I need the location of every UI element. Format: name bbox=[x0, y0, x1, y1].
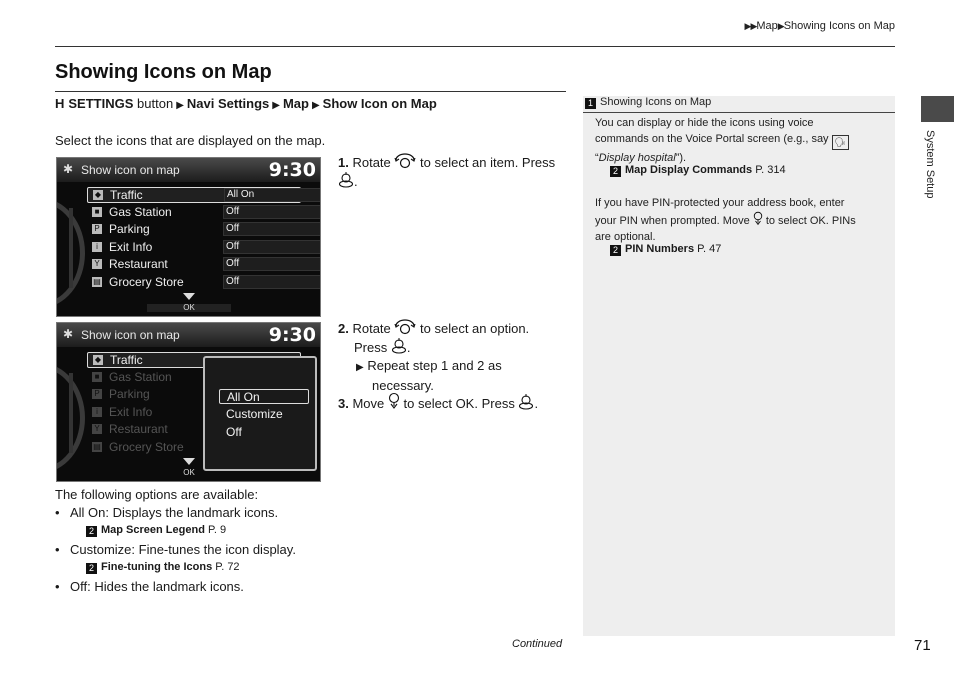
side-text-line: commands on the Voice Portal screen (e.g., say bbox=[595, 133, 829, 145]
list-item-grocery-store[interactable] bbox=[87, 275, 301, 291]
xref-title: Map Display Commands bbox=[625, 164, 753, 176]
press-knob-icon bbox=[518, 394, 534, 410]
list-item-traffic[interactable] bbox=[87, 187, 301, 203]
step-ok-word: OK bbox=[455, 396, 475, 411]
press-knob-icon bbox=[338, 172, 354, 188]
step-text: . bbox=[534, 396, 539, 411]
nav-map: Map bbox=[282, 96, 309, 111]
screen-title: Show icon on map bbox=[81, 163, 180, 177]
row-label: Grocery Store bbox=[109, 440, 184, 454]
traffic-icon: ◆ bbox=[94, 355, 102, 364]
voice-command-example: Display hospital bbox=[598, 152, 676, 164]
row-value: All On bbox=[224, 188, 321, 202]
row-label: Restaurant bbox=[109, 257, 168, 271]
xref-page: P. 314 bbox=[755, 164, 786, 176]
side-text-line: “ bbox=[595, 152, 599, 164]
side-text-line: . PINs bbox=[825, 215, 856, 227]
option-desc: : Fine-tunes the icon display. bbox=[131, 542, 296, 557]
restaurant-icon: Y bbox=[92, 259, 102, 269]
breadcrumb bbox=[745, 20, 895, 32]
option-customize[interactable]: Customize bbox=[226, 407, 283, 421]
side-text-line: are optional. bbox=[595, 231, 656, 243]
rotate-knob-icon bbox=[394, 153, 416, 169]
scrollbar[interactable] bbox=[69, 373, 73, 453]
option-name: All On bbox=[70, 505, 106, 520]
header-divider bbox=[55, 46, 895, 47]
row-label: Grocery Store bbox=[109, 275, 184, 289]
reference-arrow-icon: 2 bbox=[610, 245, 621, 256]
option-name: Off bbox=[70, 579, 88, 594]
traffic-icon: ◆ bbox=[94, 190, 102, 199]
scrollbar[interactable] bbox=[69, 208, 73, 288]
step-1 bbox=[338, 153, 555, 191]
option-item-customize bbox=[55, 542, 296, 557]
breadcrumb-map[interactable]: Map bbox=[756, 20, 778, 32]
talk-button-icon: 🗣 bbox=[832, 135, 849, 150]
step-text: to select bbox=[403, 396, 452, 411]
step-text: to select an option. bbox=[420, 321, 530, 336]
info-icon: i bbox=[92, 407, 102, 417]
page-title: Showing Icons on Map bbox=[55, 61, 272, 83]
rotate-knob-icon bbox=[394, 319, 416, 335]
move-knob-icon bbox=[753, 211, 763, 226]
step-text: Repeat step 1 and 2 as bbox=[367, 358, 502, 373]
option-desc: : Displays the landmark icons. bbox=[105, 505, 279, 520]
step-number: 1. bbox=[338, 155, 349, 170]
grocery-icon: ▤ bbox=[93, 277, 101, 286]
sub-arrow-icon: ▶ bbox=[356, 362, 364, 373]
xref-map-screen-legend[interactable] bbox=[86, 524, 226, 537]
nav-arrow-icon: ▶ bbox=[176, 100, 184, 111]
xref-fine-tuning-icons[interactable] bbox=[86, 561, 240, 574]
step-number: 3. bbox=[338, 396, 349, 411]
chapter-label: System Setup bbox=[924, 130, 936, 199]
screen-title: Show icon on map bbox=[81, 328, 180, 342]
screenshot-option-popup bbox=[56, 322, 321, 482]
breadcrumb-current: Showing Icons on Map bbox=[783, 20, 895, 32]
row-value: Off bbox=[223, 275, 321, 289]
note-icon: 1 bbox=[585, 98, 596, 109]
list-item-parking[interactable] bbox=[87, 222, 301, 238]
reference-arrow-icon: 2 bbox=[86, 526, 97, 537]
row-label: Traffic bbox=[110, 353, 143, 367]
move-knob-icon bbox=[388, 392, 400, 410]
side-ok-word: OK bbox=[809, 215, 826, 227]
continued-label: Continued bbox=[512, 638, 563, 650]
page-number: 71 bbox=[914, 637, 931, 654]
option-item-all-on bbox=[55, 505, 278, 520]
breadcrumb-arrow: ▶ bbox=[777, 21, 784, 31]
row-value: Off bbox=[223, 205, 321, 219]
step-text: Move bbox=[352, 396, 385, 411]
xref-pin-numbers[interactable] bbox=[610, 243, 721, 256]
list-item-restaurant[interactable] bbox=[87, 257, 301, 273]
step-text: . bbox=[406, 340, 411, 355]
press-knob-icon bbox=[391, 338, 407, 354]
xref-page: P. 9 bbox=[207, 524, 227, 536]
home-icon: H bbox=[55, 96, 65, 111]
nav-navi-settings: Navi Settings bbox=[186, 96, 270, 111]
row-value: Off bbox=[223, 257, 321, 271]
options-intro: The following options are available: bbox=[55, 487, 259, 502]
side-text-line: your PIN when prompted. Move bbox=[595, 215, 750, 227]
option-name: Customize bbox=[70, 542, 132, 557]
side-heading bbox=[585, 96, 711, 109]
list-item-exit-info[interactable] bbox=[87, 240, 301, 256]
bullet: • bbox=[55, 505, 60, 520]
ok-button[interactable]: OK bbox=[169, 299, 209, 313]
row-label: Gas Station bbox=[109, 205, 172, 219]
chapter-tab[interactable] bbox=[921, 96, 954, 122]
step-text: Press bbox=[354, 340, 388, 355]
parking-icon: P bbox=[92, 224, 102, 234]
list-item-gas-station[interactable] bbox=[87, 205, 301, 221]
step-number: 2. bbox=[338, 321, 349, 336]
row-label: Exit Info bbox=[109, 405, 153, 419]
option-all-on[interactable]: All On bbox=[219, 389, 309, 404]
step-text: Rotate bbox=[352, 321, 391, 336]
step-text: necessary. bbox=[372, 378, 434, 393]
option-off[interactable]: Off bbox=[226, 425, 242, 439]
step-text: . bbox=[354, 174, 358, 189]
nav-show-icon-on-map: Show Icon on Map bbox=[322, 96, 437, 111]
row-label: Parking bbox=[109, 222, 150, 236]
breadcrumb-arrows: ▶▶ bbox=[744, 21, 757, 31]
side-text-line: If you have PIN-protected your address book, enter bbox=[595, 197, 845, 209]
gear-icon: ✱ bbox=[63, 327, 74, 341]
side-text-line: ”). bbox=[675, 152, 687, 164]
gear-icon: ✱ bbox=[63, 162, 74, 176]
step-2 bbox=[338, 319, 529, 395]
side-divider bbox=[583, 112, 895, 113]
reference-arrow-icon: 2 bbox=[86, 563, 97, 574]
step-text: . Press bbox=[474, 396, 515, 411]
step-3 bbox=[338, 392, 538, 413]
screen-header bbox=[57, 323, 320, 347]
side-notes bbox=[583, 96, 895, 636]
nav-button-word: button bbox=[137, 96, 174, 111]
gas-station-icon: ■ bbox=[92, 372, 102, 382]
xref-title: Map Screen Legend bbox=[101, 524, 205, 536]
gas-station-icon: ■ bbox=[92, 207, 102, 217]
row-value: Off bbox=[223, 222, 321, 236]
nav-settings: SETTINGS bbox=[68, 96, 134, 111]
row-label: Gas Station bbox=[109, 370, 172, 384]
screen-clock: 9:30 bbox=[268, 324, 316, 346]
info-icon: i bbox=[92, 242, 102, 252]
xref-title: Fine-tuning the Icons bbox=[101, 561, 213, 573]
restaurant-icon: Y bbox=[92, 424, 102, 434]
nav-arrow-icon: ▶ bbox=[272, 100, 280, 111]
grocery-icon: ▤ bbox=[93, 442, 101, 451]
screen-header bbox=[57, 158, 320, 182]
navigation-path bbox=[55, 96, 437, 111]
row-label: Restaurant bbox=[109, 422, 168, 436]
option-popup bbox=[203, 356, 317, 471]
side-heading-text: Showing Icons on Map bbox=[600, 96, 712, 108]
side-paragraph-voice bbox=[595, 115, 885, 166]
bullet: • bbox=[55, 542, 60, 557]
xref-map-display-commands[interactable] bbox=[610, 164, 786, 177]
option-item-off bbox=[55, 579, 244, 594]
row-label: Parking bbox=[109, 387, 150, 401]
reference-arrow-icon: 2 bbox=[610, 166, 621, 177]
xref-page: P. 47 bbox=[697, 243, 722, 255]
parking-icon: P bbox=[92, 389, 102, 399]
side-paragraph-pin bbox=[595, 195, 885, 245]
ok-button[interactable]: OK bbox=[169, 464, 209, 478]
step-text: Rotate bbox=[352, 155, 391, 170]
row-label: Exit Info bbox=[109, 240, 153, 254]
title-divider bbox=[55, 91, 566, 92]
screenshot-show-icon-list bbox=[56, 157, 321, 317]
xref-title: PIN Numbers bbox=[625, 243, 695, 255]
row-value: Off bbox=[223, 240, 321, 254]
side-text-line: You can display or hide the icons using voice bbox=[595, 117, 814, 129]
row-label: Traffic bbox=[110, 188, 143, 202]
xref-page: P. 72 bbox=[215, 561, 240, 573]
bullet: • bbox=[55, 579, 60, 594]
screen-clock: 9:30 bbox=[268, 159, 316, 181]
step-text: to select an item. Press bbox=[420, 155, 556, 170]
nav-arrow-icon: ▶ bbox=[311, 100, 320, 111]
side-text-line: to select bbox=[765, 215, 807, 227]
option-desc: : Hides the landmark icons. bbox=[87, 579, 244, 594]
intro-text: Select the icons that are displayed on the map. bbox=[55, 133, 326, 148]
